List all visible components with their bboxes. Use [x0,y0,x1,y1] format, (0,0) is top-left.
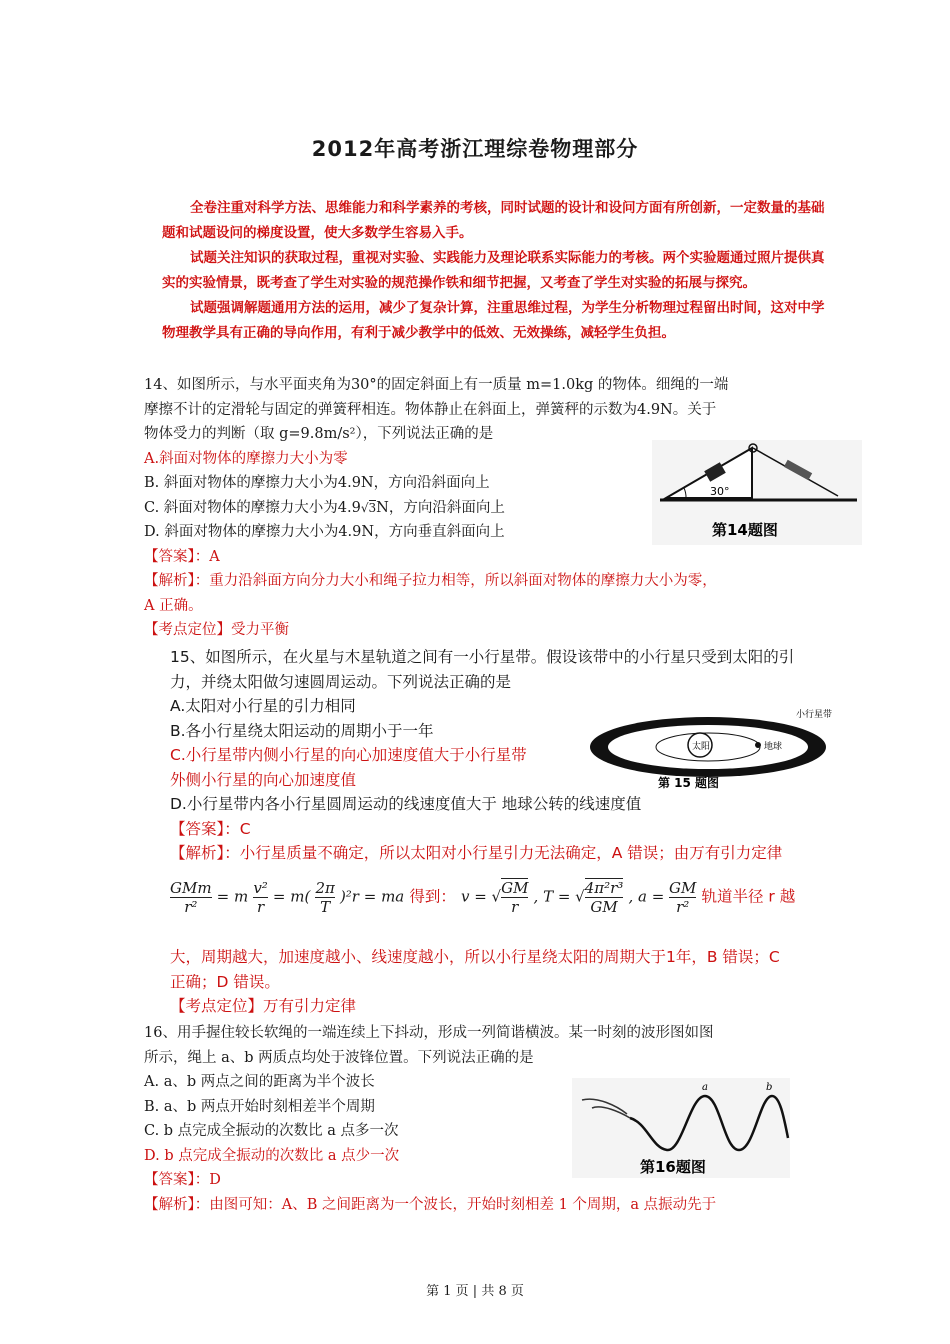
answer: 【答案】：D [144,1172,221,1188]
intro-paragraph: 试题关注知识的获取过程，重视对实验、实践能力及理论联系实际能力的考核。两个实验题通过照片提供真实的实验情景，既考查了学生对实验的规范操作铁和细节把握，又考查了学生对实验的拓展与探究。 [162,250,825,291]
point-b-label: b [766,1082,773,1093]
question-stem: 力，并绕太阳做匀速圆周运动。下列说法正确的是 [170,672,512,691]
question-stem: 16、用手握住较长软绳的一端连续上下抖动，形成一列简谐横波。某一时刻的波形图如图 [144,1025,714,1041]
option-b: B. 斜面对物体的摩擦力大小为4.9N，方向沿斜面向上 [144,475,490,491]
question-stem: 14、如图所示，与水平面夹角为30°的固定斜面上有一质量 m=1.0kg 的物体。细绳的一端 [144,377,729,393]
option-d: D. 斜面对物体的摩擦力大小为4.9N，方向垂直斜面向上 [144,524,505,540]
analysis: 正确；D 错误。 [170,972,280,991]
figure-caption: 第16题图 [640,1158,706,1176]
option-b: B. a、b 两点开始时刻相差半个周期 [144,1098,375,1115]
intro-block [162,196,832,346]
option-a: A.斜面对物体的摩擦力大小为零 [144,450,348,467]
asteroid-belt-diagram [588,705,838,790]
option-c: C. b 点完成全振动的次数比 a 点多一次 [144,1123,399,1139]
question-14 [144,373,728,643]
incline-diagram [652,440,862,545]
figure-16 [572,1078,790,1178]
analysis: 大，周期越大，加速度越小、线速度越小，所以小行星绕太阳的周期大于1年，B 错误；C [170,948,780,966]
analysis: 【解析】：小行星质量不确定，所以太阳对小行星引力无法确定，A 错误；由万有引力定律 [170,844,783,862]
option-c-cont: 外侧小行星的向心加速度值 [170,770,357,789]
question-stem: 15、如图所示，在火星与木星轨道之间有一小行星带。假设该带中的小行星只受到太阳的引 [170,648,795,666]
question-stem: 物体受力的判断（取 g=9.8m/s²），下列说法正确的是 [144,426,494,442]
analysis: 【解析】：重力沿斜面方向分力大小和绳子拉力相等，所以斜面对物体的摩擦力大小为零， [144,573,717,589]
answer: 【答案】：A [144,548,220,565]
question-stem: 所示，绳上 a、b 两质点均处于波锋位置。下列说法正确的是 [144,1049,534,1066]
question-15-tail [170,945,780,1019]
option-a: A. a、b 两点之间的距离为半个波长 [144,1074,375,1090]
key-point: 【考点定位】受力平衡 [144,622,289,638]
figure-caption: 第14题图 [712,521,778,539]
option-a: A.太阳对小行星的引力相同 [170,697,356,715]
intro-paragraph: 全卷注重对科学方法、思维能力和科学素养的考核，同时试题的设计和设问方面有所创新，一定数量的基础题和试题设问的梯度设置，使大多数学生容易入手。 [162,200,825,241]
option-d: D. b 点完成全振动的次数比 a 点少一次 [144,1147,400,1164]
angle-label: 30° [710,485,730,498]
option-d: D.小行星带内各小行星圆周运动的线速度值大于 地球公转的线速度值 [170,795,642,813]
option-b: B.各小行星绕太阳运动的周期小于一年 [170,721,434,740]
option-c: C.小行星带内侧小行星的向心加速度值大于小行星带 [170,746,527,764]
figure-caption: 第 15 题图 [658,776,720,790]
point-a-label: a [702,1082,708,1093]
question-stem: 摩擦不计的定滑轮与固定的弹簧秤相连。物体静止在斜面上，弹簧秤的示数为4.9N。关于 [144,401,717,418]
option-c: C. 斜面对物体的摩擦力大小为4.9√3N，方向沿斜面向上 [144,499,505,516]
analysis: 【解析】：由图可知：A、B 之间距离为一个波长，开始时刻相差 1 个周期，a 点振动先于 [144,1196,717,1213]
answer: 【答案】：C [170,819,251,838]
earth-label: 地球 [764,742,783,752]
formula-line: $\frac{\text{GMm}}{\text{r²}}$ = m $\frac{\text{v²}}{r}$ = m( $\frac{2\pi}{T}$ )²r = ma 得到： v = √ $\frac{GM}{r}$ , T = √ $\frac{\text{4π²r³}}{GM}$ , a = $\frac{GM}{\text{r²}}$ 轨道半径 r 越 [170,878,796,916]
figure-15 [588,705,838,790]
analysis: A 正确。 [144,597,203,614]
page-title: 2012年高考浙江理综卷物理部分 [311,137,639,161]
page-footer: 第 1 页 | 共 8 页 [426,1284,524,1299]
wave-diagram [572,1078,790,1178]
intro-paragraph: 试题强调解题通用方法的运用，减少了复杂计算，注重思维过程，为学生分析物理过程留出时间，这对中学物理教学具有正确的导向作用，有利于减少教学中的低效、无效操练，减轻学生负担。 [162,300,825,341]
formula-text: 轨道半径 r 越 [701,887,796,906]
sun-label: 太阳 [692,742,711,752]
figure-14 [652,440,862,545]
key-point: 【考点定位】万有引力定律 [170,997,357,1015]
belt-label: 小行星带 [796,710,833,720]
formula-text: 得到： [409,887,456,906]
